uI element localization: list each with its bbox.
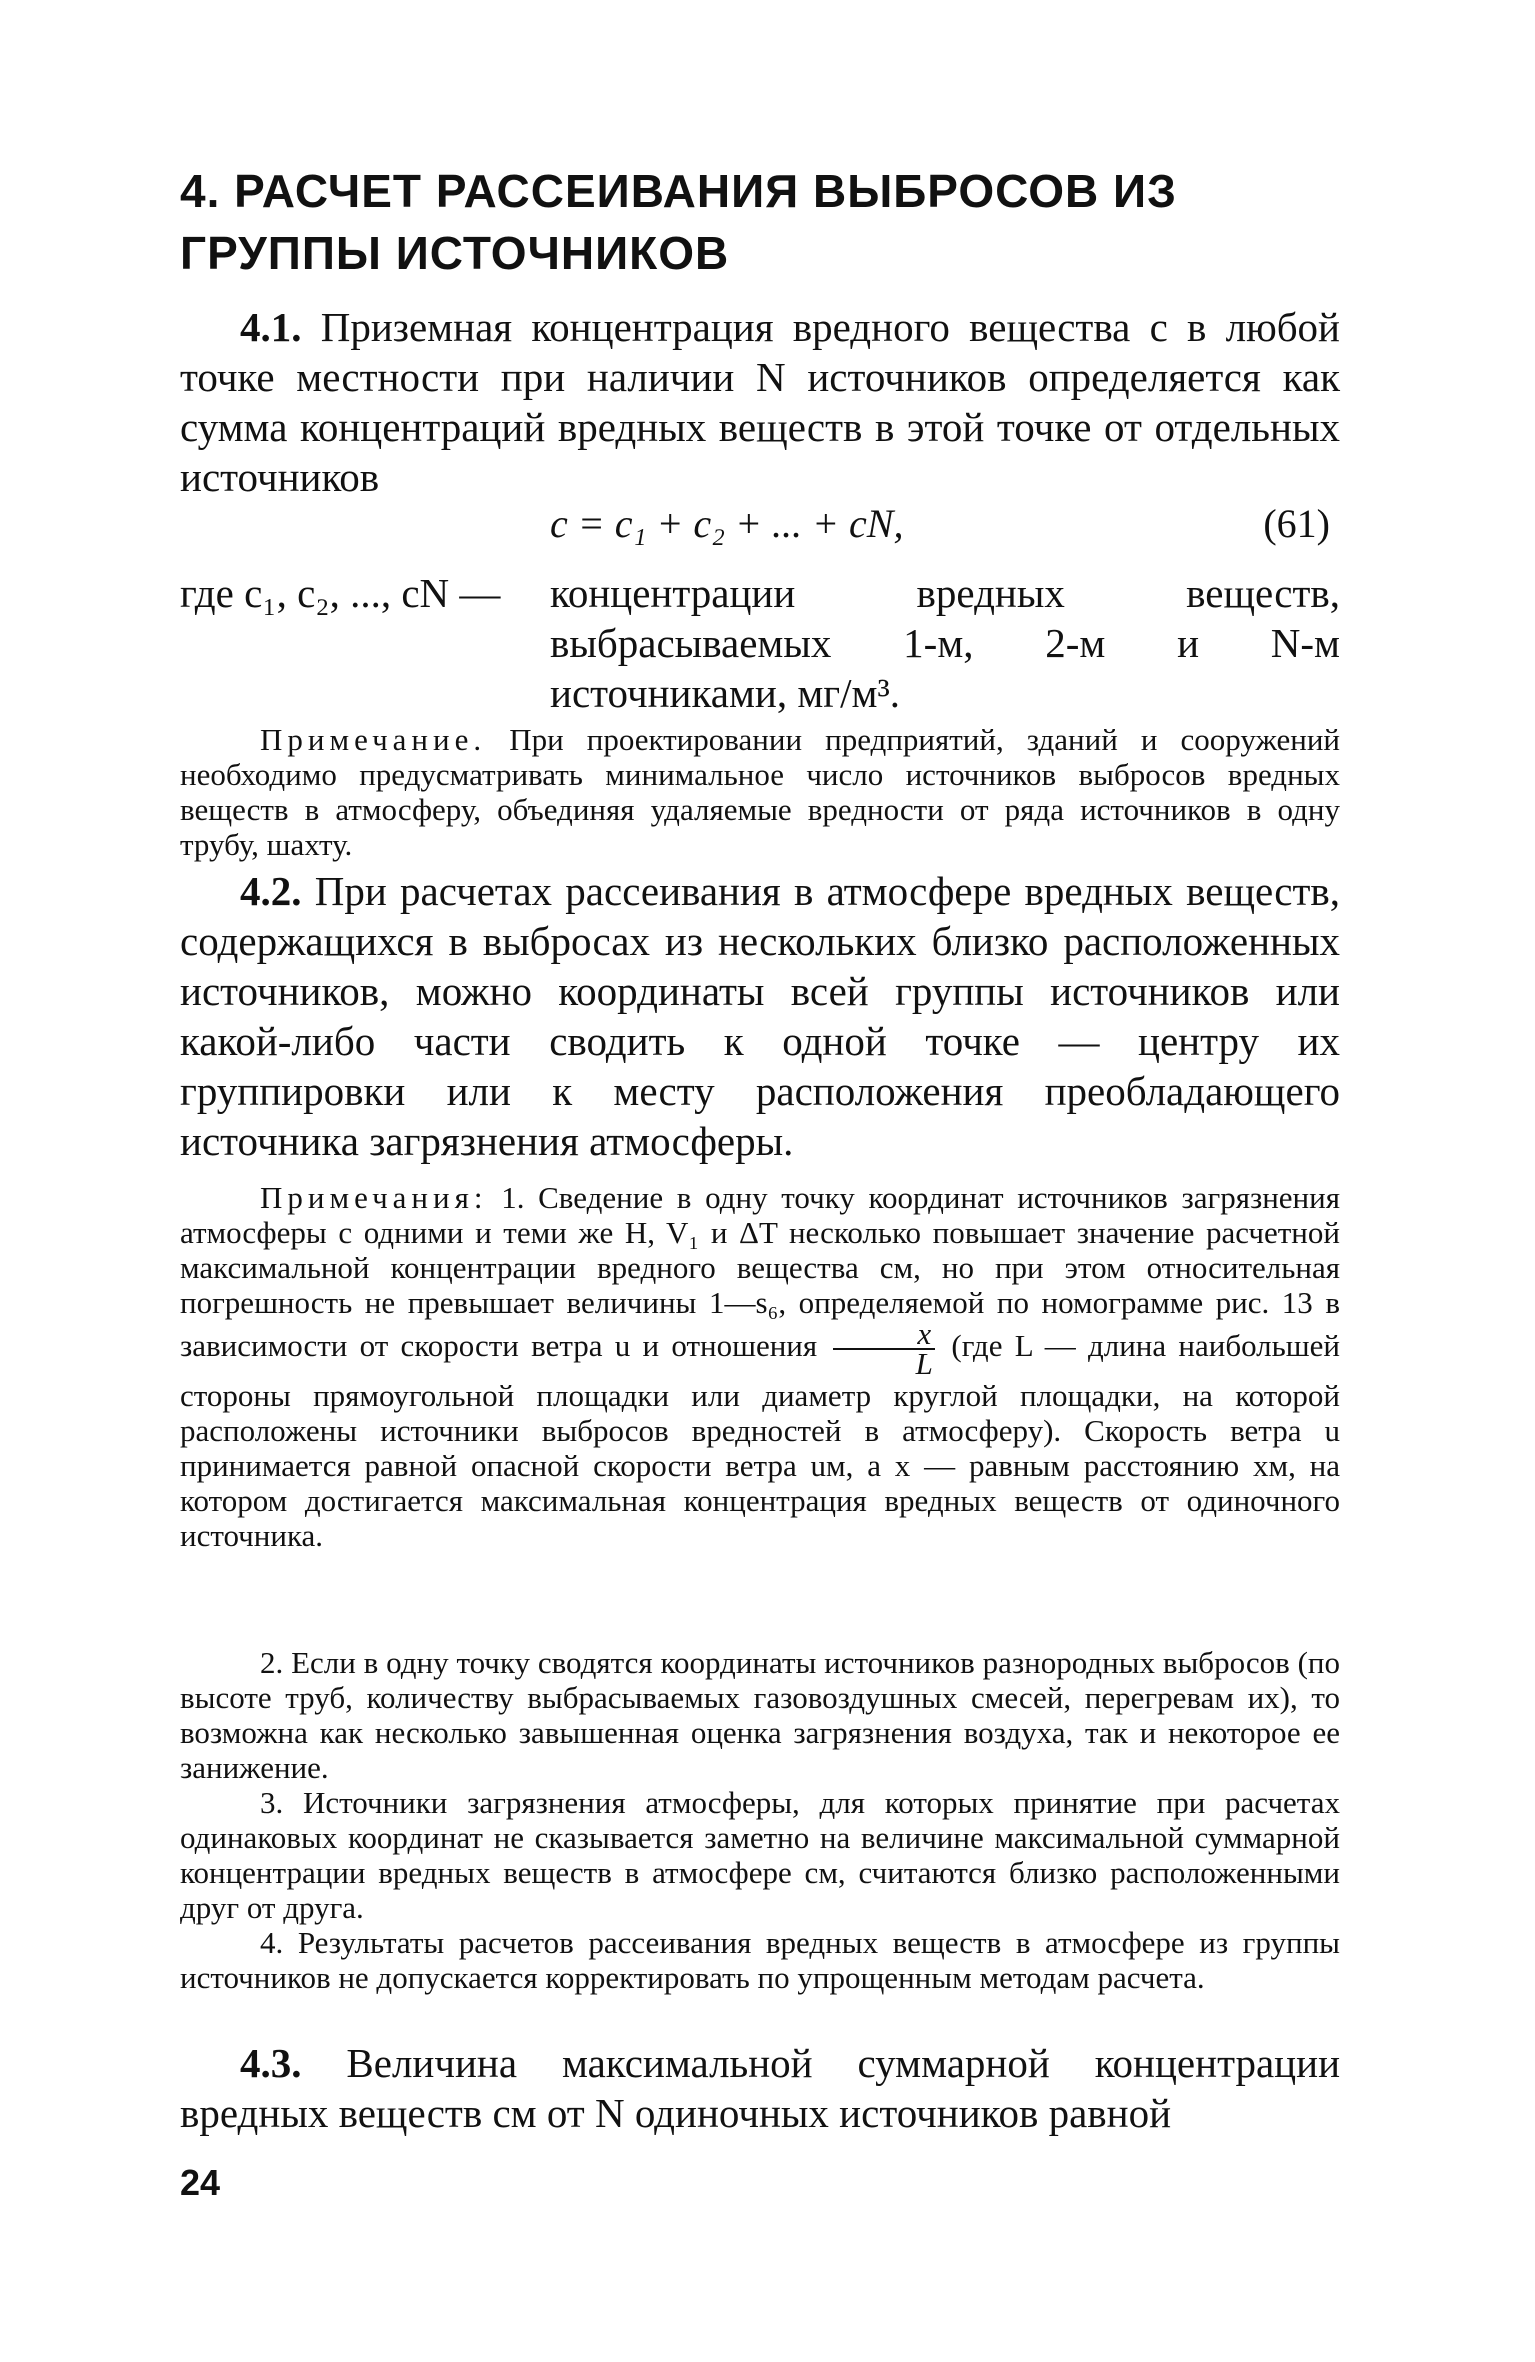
note-text: При проектировании предприятий, зданий и сооружений необходимо предусматривать минимальное число источников выбросов вредных веществ в атмосферу, объединяя удаляемые вредности от ряда источников в одну трубу, шахту.: [180, 722, 1341, 862]
note-1: [180, 722, 1340, 862]
paragraph-4-3: [180, 2038, 1340, 2138]
where-lead: где c₁, c₂, ..., cN —: [180, 570, 501, 616]
paragraph-number: 4.3.: [240, 2040, 302, 2086]
paragraph-4-1: [180, 302, 1340, 502]
fraction-denominator: L: [915, 1346, 933, 1381]
note-item-2: 2. Если в одну точку сводятся координаты источников разнородных выбросов (по высоте труб, количеству выбрасываемых газовоздушных смесей, перегревам их), то возможна как несколько завышенная оценка загрязнения воздуха, так и некоторое ее занижение.: [180, 1645, 1340, 1785]
note-label: Примечание.: [260, 722, 487, 757]
section-heading: [180, 160, 1340, 284]
note-item-1a: 1. Сведение в одну точку координат источников загрязнения атмосферы с одними и теми же H, V₁ и ΔT несколько повышает значение расчетной максимальной концентрации вредного вещества cм, но при этом относительная погрешность не превышает величины 1—s₆, определяемой по номограмме рис. 13 в зависимости от скорости ветра u и отношения: [180, 1180, 1340, 1364]
paragraph-number: 4.1.: [240, 304, 302, 350]
note-item-3: 3. Источники загрязнения атмосферы, для которых принятие при расчетах одинаковых координат не сказывается заметно на величине максимальной суммарной концентрации вредных веществ в атмосфере cм, считаются близко расположенными друг от друга.: [180, 1785, 1340, 1925]
notes-list: [180, 1180, 1340, 1553]
fraction-numerator: x: [833, 1320, 935, 1350]
note-item-4: 4. Результаты расчетов рассеивания вредных веществ в атмосфере из группы источников не допускается корректировать по упрощенным методам расчета.: [180, 1925, 1340, 1995]
paragraph-text: При расчетах рассеивания в атмосфере вредных веществ, содержащихся в выбросах из нескольких близко расположенных источников, можно координаты всей группы источников или какой-либо части сводить к одной точке — центру их группировки или к месту расположения преобладающего источника загрязнения атмосферы.: [180, 868, 1340, 1164]
where-text: концентрации вредных веществ, выбрасываемых 1-м, 2-м и N-м источниками, мг/м³.: [550, 570, 1340, 716]
note-item-1b: (где L — длина наибольшей стороны прямоугольной площадки или диаметр круглой площадки, на которой расположены источники выбросов вредностей в атмосферу). Скорость ветра u принимается равной опасной скорости ветра uм, а x — равным расстоянию xм, на котором достигается максимальная концентрация вредных веществ от одиночного источника.: [180, 1328, 1341, 1553]
paragraph-4-2: [180, 866, 1340, 1166]
equation-number: (61): [1263, 501, 1330, 546]
heading-line-1: 4. РАСЧЕТ РАССЕИВАНИЯ ВЫБРОСОВ ИЗ: [180, 165, 1177, 217]
fraction-x-over-l: [833, 1316, 935, 1381]
page-number: 24: [180, 2162, 221, 2203]
paragraph-text: Приземная концентрация вредного вещества c в любой точке местности при наличии N источников определяется как сумма концентраций вредных веществ в этой точке от отдельных источников: [180, 304, 1341, 500]
formula-61: [180, 500, 1340, 552]
heading-line-2: ГРУППЫ ИСТОЧНИКОВ: [180, 227, 730, 279]
formula-expression: c = c₁ + c₂ + ... + cN,: [550, 501, 904, 546]
notes-label: Примечания:: [260, 1180, 488, 1215]
paragraph-number: 4.2.: [240, 868, 302, 914]
paragraph-text: Величина максимальной суммарной концентрации вредных веществ cм от N одиночных источников равной: [180, 2040, 1341, 2136]
